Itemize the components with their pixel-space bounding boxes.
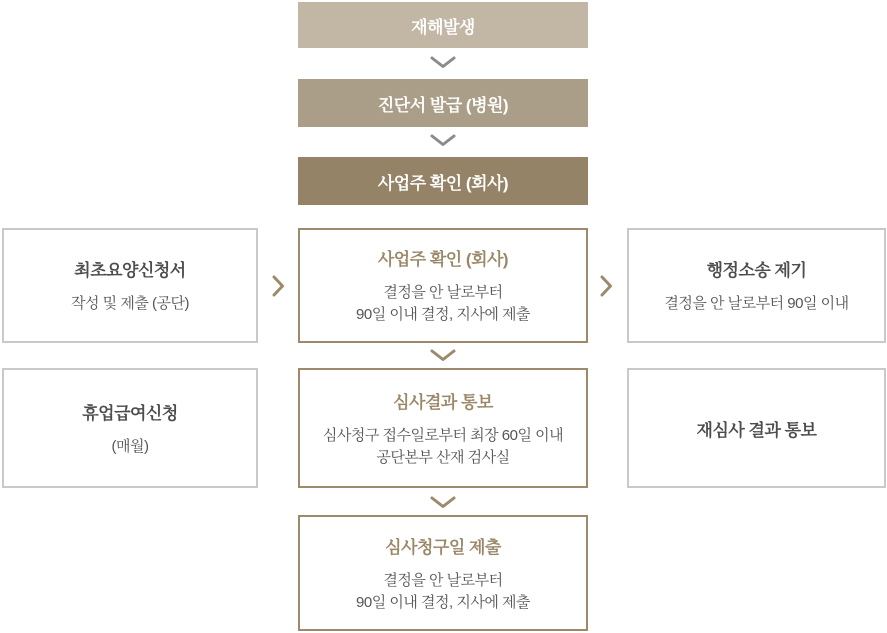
box-body-line: 심사청구 접수일로부터 최장 60일 이내 bbox=[322, 426, 564, 444]
box-body-line: 공단본부 산재 검사실 bbox=[376, 448, 510, 466]
box-body bbox=[323, 425, 563, 469]
flow-box-employer-confirmation-detail bbox=[298, 228, 588, 343]
box-body-line: 작성 및 제출 (공단) bbox=[71, 295, 189, 312]
step-box-diagnosis-issue bbox=[298, 79, 588, 127]
box-title: 행정소송 제기 bbox=[706, 261, 807, 280]
box-body bbox=[356, 570, 530, 614]
chevron-right-icon bbox=[600, 275, 613, 297]
flow-box-reexamination-result-notice bbox=[627, 368, 886, 488]
box-body-line: 결정을 안 날로부터 bbox=[383, 571, 503, 589]
chevron-right-icon bbox=[272, 275, 285, 297]
chevron-down-icon bbox=[430, 349, 456, 362]
box-title: 사업주 확인 (회사) bbox=[377, 250, 509, 269]
box-title: 심사결과 통보 bbox=[393, 392, 493, 412]
box-title: 재심사 결과 통보 bbox=[696, 420, 817, 440]
chevron-down-icon bbox=[430, 56, 456, 69]
box-body-line: 결정을 안 날로부터 90일 이내 bbox=[664, 295, 849, 312]
chevron-down-icon bbox=[430, 134, 456, 147]
box-title: 휴업급여신청 bbox=[82, 403, 178, 423]
step-label: 진단서 발급 (병원) bbox=[377, 95, 509, 115]
box-title: 심사청구일 제출 bbox=[385, 537, 501, 557]
flow-box-administrative-litigation bbox=[627, 228, 886, 343]
step-box-disaster-occurrence bbox=[298, 2, 588, 48]
box-body-line: 결정을 안 날로부터 bbox=[383, 284, 503, 301]
flow-box-review-request-submission bbox=[298, 515, 588, 631]
step-label: 재해발생 bbox=[411, 17, 475, 37]
box-body-line: 90일 이내 결정, 지사에 제출 bbox=[356, 593, 530, 611]
flow-box-review-result-notice bbox=[298, 368, 588, 488]
box-body-line: 90일 이내 결정, 지사에 제출 bbox=[356, 306, 530, 323]
step-box-employer-confirmation bbox=[298, 157, 588, 205]
step-label: 사업주 확인 (회사) bbox=[377, 173, 509, 193]
chevron-down-icon bbox=[430, 496, 456, 509]
flow-box-leave-benefit-application bbox=[2, 368, 258, 488]
box-body-line: (매월) bbox=[111, 437, 149, 455]
box-title: 최초요양신청서 bbox=[74, 261, 186, 280]
box-body bbox=[356, 282, 530, 326]
flow-box-initial-care-application bbox=[2, 228, 258, 343]
